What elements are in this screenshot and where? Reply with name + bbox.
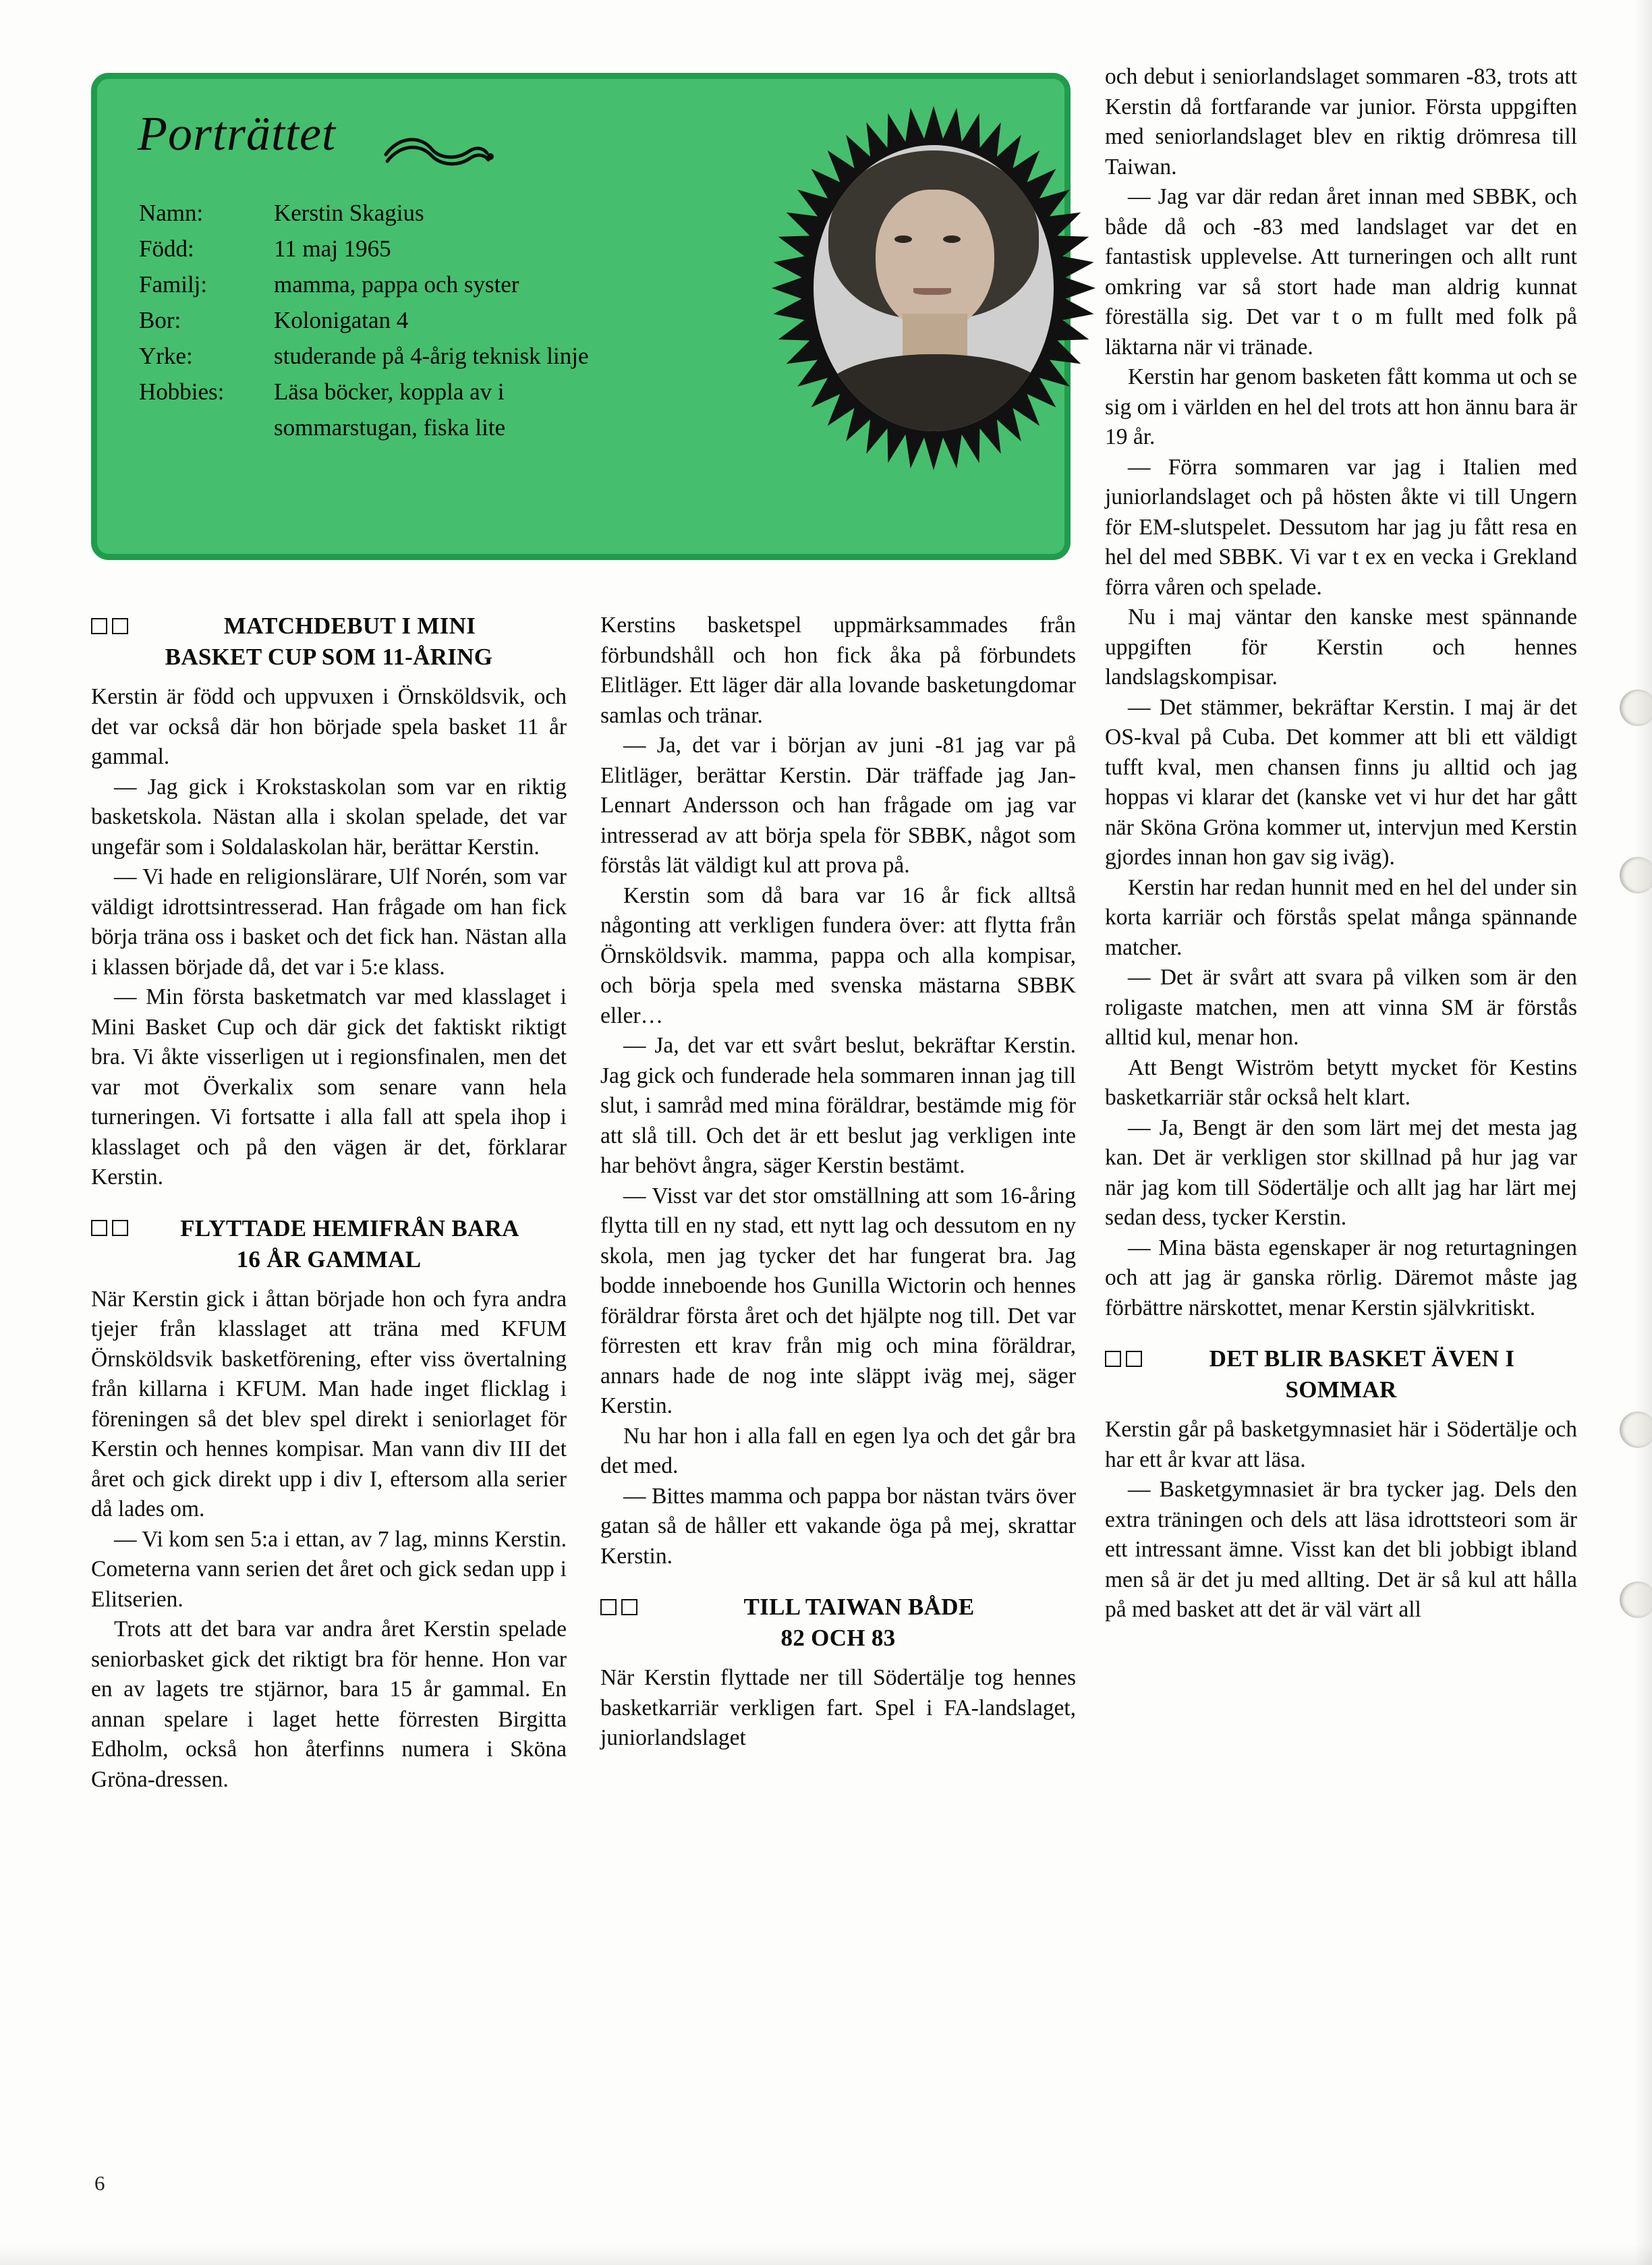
- photo-face: [876, 190, 994, 331]
- photo-shoulders: [820, 354, 1050, 431]
- paragraph: Kerstins basketspel uppmärksammades från förbundshåll och hon fick åka på förbundets Elitläger. Ett läger där alla lovande basketungdomar samlas och tränar.: [600, 613, 1076, 728]
- page-edge-shadow: [1634, 0, 1652, 2265]
- heading-line-1: FLYTTADE HEMIFRÅN BARA: [180, 1214, 519, 1241]
- section-heading-flyttade: [91, 1213, 567, 1275]
- heading-line-1: DET BLIR BASKET ÄVEN I: [1209, 1345, 1515, 1372]
- square-icon: [112, 1220, 128, 1236]
- heading-line-2: 16 ÅR GAMMAL: [236, 1246, 422, 1273]
- fact-value: Läsa böcker, koppla av i sommarstugan, fiska lite: [274, 379, 506, 441]
- text-column-1: [91, 611, 567, 1795]
- fact-label: Bor:: [139, 307, 181, 333]
- portrait-feature-box: [91, 73, 1071, 560]
- fact-value: Kerstin Skagius: [274, 200, 424, 226]
- text-column-2: [600, 611, 1076, 1754]
- fact-row: [139, 267, 638, 302]
- square-icon: [1105, 1351, 1121, 1367]
- fact-label: Yrke:: [139, 343, 193, 369]
- heading-line-2: SOMMAR: [1285, 1376, 1397, 1403]
- paragraph: Att Bengt Wiström betytt mycket för Kestins basketkarriär står också helt klart.: [1105, 1055, 1577, 1110]
- paragraph: Nu har hon i alla fall en egen lya och det går bra det med.: [600, 1423, 1076, 1478]
- heading-marker-squares: [600, 1592, 642, 1623]
- fact-row: [139, 374, 638, 445]
- photo-mouth: [913, 288, 951, 295]
- square-icon: [91, 618, 107, 634]
- paragraph: Nu i maj väntar den kanske mest spännande uppgiften för Kerstin och hennes landslagskompisar.: [1105, 605, 1577, 690]
- section-taiwan: [600, 1592, 1076, 1654]
- section-heading-taiwan: [600, 1592, 1076, 1654]
- paragraph: — Ja, det var ett svårt beslut, bekräftar Kerstin. Jag gick och funderade hela sommaren innan jag till slut, i samråd med mina föräldrar, bestämde mig för att slå till. Och det är ett beslut jag verkligen inte har behövt ångra, säger Kerstin bestämt.: [600, 1033, 1076, 1178]
- page-number: 6: [94, 2171, 105, 2195]
- fact-value: Kolonigatan 4: [274, 307, 409, 333]
- section-sommar: [1105, 1343, 1577, 1405]
- square-icon: [621, 1599, 637, 1615]
- heading-marker-squares: [1105, 1343, 1147, 1374]
- paragraph: Kerstin som då bara var 16 år fick alltså någonting att verkligen fundera över: att flytta från Örnsköldsvik. mamma, pappa och alla kompisar, och börja spela med svenska mästarna SBBK eller…: [600, 883, 1076, 1028]
- section-heading-matchdebut: [91, 611, 567, 673]
- heading-line-1: MATCHDEBUT I MINI: [223, 613, 476, 639]
- paragraph: — Mina bästa egenskaper är nog returtagningen och att jag är ganska rörlig. Däremot måste jag förbättre närskottet, menar Kerstin självkritiskt.: [1105, 1235, 1577, 1320]
- paragraph: — Jag var där redan året innan med SBBK, och både då och -83 med landslaget var det en fantastisk upplevelse. Att turneringen och allt runt omkring var så stort hade man aldrig kunnat föreställa sig. Det var t o m fullt med folk på läktarna när vi tränade.: [1105, 184, 1577, 360]
- square-icon: [91, 1220, 107, 1236]
- heading-line-2: BASKET CUP SOM 11-ÅRING: [165, 644, 493, 670]
- paragraph: och debut i seniorlandslaget sommaren -83, trots att Kerstin då fortfarande var junior. Första uppgiften med seniorlandslaget blev en riktig drömresa till Taiwan.: [1105, 64, 1577, 179]
- paragraph: Kerstin är född och uppvuxen i Örnsköldsvik, och det var också där hon började spela basket 11 år gammal.: [91, 684, 567, 769]
- fact-row: [139, 302, 638, 338]
- fact-label: Familj:: [139, 271, 208, 298]
- heading-marker-squares: [91, 1213, 133, 1244]
- fact-row: [139, 231, 638, 267]
- portrait-facts-list: [139, 195, 638, 445]
- paragraph: — Vi kom sen 5:a i ettan, av 7 lag, minns Kerstin. Cometerna vann serien det året och gick sedan upp i Elitserien.: [91, 1526, 567, 1612]
- paragraph: — Jag gick i Krokstaskolan som var en riktig basketskola. Nästan alla i skolan spelade, det var ungefär som i Soldalaskolan här, berättar Kerstin.: [91, 774, 567, 860]
- paragraph: — Vi hade en religionslärare, Ulf Norén, som var väldigt idrottsintresserad. Han frågade om han fick börja träna oss i basket och det fick han. Nästan alla i klassen började då, det var i 5:e klass.: [91, 864, 567, 980]
- paragraph: — Min första basketmatch var med klasslaget i Mini Basket Cup och där gick det faktiskt riktigt bra. Vi åkte visserligen ut i regionsfinalen, men det var mot Överkalix som senare vann hela turneringen. Vi fortsatte i alla fall att spela ihop i klasslaget och på den vägen är det, förklarar Kerstin.: [91, 984, 567, 1190]
- section-matchdebut: [91, 611, 567, 673]
- paragraph: — Det är svårt att svara på vilken som är den roligaste matchen, men att vinna SM är förstås alltid kul, menar hon.: [1105, 965, 1577, 1050]
- fact-label: Hobbies:: [139, 379, 225, 405]
- heading-line-2: 82 OCH 83: [780, 1625, 896, 1651]
- photo-eye-left: [894, 235, 912, 243]
- fact-value: mamma, pappa och syster: [274, 271, 519, 298]
- paragraph: — Basketgymnasiet är bra tycker jag. Dels den extra träningen och dels att läsa idrottsteori som är ett intressant ämne. Visst kan det bli jobbigt ibland men så är det ju med allting. Det är så kul att hålla på med basket att det är väl värt all: [1105, 1477, 1577, 1622]
- paragraph: — Ja, det var i början av juni -81 jag var på Elitläger, berättar Kerstin. Där träffade jag Jan-Lennart Andersson och han frågade om jag var intresserad av att börja spela för SBBK, något som förstås lät väldigt kul att prova på.: [600, 733, 1076, 878]
- fact-row: [139, 338, 638, 374]
- paragraph: När Kerstin flyttade ner till Södertälje tog hennes basketkarriär verkligen fart. Spel i FA-landslaget, juniorlandslaget: [600, 1665, 1076, 1750]
- paragraph: Kerstin har genom basketen fått komma ut och se sig om i världen en hel del trots att hon ännu bara är 19 år.: [1105, 364, 1577, 449]
- paragraph: Trots att det bara var andra året Kerstin spelade seniorbasket gick det riktigt bra för henne. Hon var en av lagets tre stjärnor, bara 15 år gammal. En annan spelare i laget hette förresten Birgitta Edholm, också hon återfinns numera i Sköna Gröna-dressen.: [91, 1617, 567, 1792]
- paragraph: När Kerstin gick i åttan började hon och fyra andra tjejer från klasslaget att träna med KFUM Örnsköldsvik basketförening, efter viss övertalning från killarna i KFUM. Man hade inget flicklag i föreningen så det blev spel direkt i seniorlaget för Kerstin och hennes kompisar. Man vann div III det året och gick direkt upp i div I, eftersom alla serier då lades om.: [91, 1286, 567, 1521]
- heading-line-1: TILL TAIWAN BÅDE: [743, 1594, 975, 1620]
- paragraph: — Visst var det stor omställning att som 16-åring flytta till en ny stad, ett nytt lag och dessutom en ny skola, men jag tycker det har fungerat bra. Jag bodde inneboende hos Gunilla Wictorin och hennes föräldrar första året och det hjälpte nog till. Det var förresten ett krav från mig och mina föräldrar, annars hade de nog inte släppt iväg mej, säger Kerstin.: [600, 1183, 1076, 1418]
- paragraph: Kerstin går på basketgymnasiet här i Södertälje och har ett år kvar att läsa.: [1105, 1417, 1577, 1472]
- fact-row: [139, 195, 638, 231]
- paragraph: — Det stämmer, bekräftar Kerstin. I maj är det OS-kval på Cuba. Det kommer att bli ett väldigt tufft kval, men chansen finns ju alltid och jag hoppas vi klarar det (kanske vet vi hur det har gått när Sköna Gröna kommer ut, intervjun med Kerstin gjordes innan hon gav sig iväg).: [1105, 694, 1577, 870]
- section-heading-sommar: [1105, 1343, 1577, 1405]
- square-icon: [112, 618, 128, 634]
- portrait-title: Porträttet: [138, 107, 336, 161]
- portrait-photo: [772, 106, 1095, 470]
- fact-value: studerande på 4-årig teknisk linje: [274, 343, 589, 369]
- paragraph: — Ja, Bengt är den som lärt mej det mesta jag kan. Det är verkligen stor skillnad på hur jag var när jag kom till Södertälje och allt jag har lärt mej sedan dess, tycker Kerstin.: [1105, 1115, 1577, 1230]
- paragraph: Kerstin har redan hunnit med en hel del under sin korta karriär och förstås spelat många spännande matcher.: [1105, 874, 1577, 960]
- square-icon: [600, 1599, 617, 1615]
- fact-label: Namn:: [139, 200, 204, 226]
- portrait-photo-oval: [814, 145, 1054, 431]
- page-bottom-shadow: [0, 2245, 1652, 2265]
- paragraph: — Bittes mamma och pappa bor nästan tvärs över gatan så de håller ett vakande öga på mej, skrattar Kerstin.: [600, 1483, 1076, 1569]
- flourish-ornament-icon: [380, 132, 495, 172]
- fact-label: Född:: [139, 235, 194, 262]
- square-icon: [1126, 1351, 1142, 1367]
- photo-eye-right: [943, 235, 961, 243]
- text-column-3: [1105, 62, 1577, 1625]
- section-flyttade: [91, 1213, 567, 1275]
- paragraph: — Förra sommaren var jag i Italien med juniorlandslaget och på hösten åkte vi till Ungern för EM-slutspelet. Dessutom har jag ju fått resa en hel del med SBBK. Vi var t ex en vecka i Grekland förra våren och spelade.: [1105, 454, 1577, 600]
- heading-marker-squares: [91, 611, 133, 642]
- fact-value: 11 maj 1965: [274, 235, 391, 262]
